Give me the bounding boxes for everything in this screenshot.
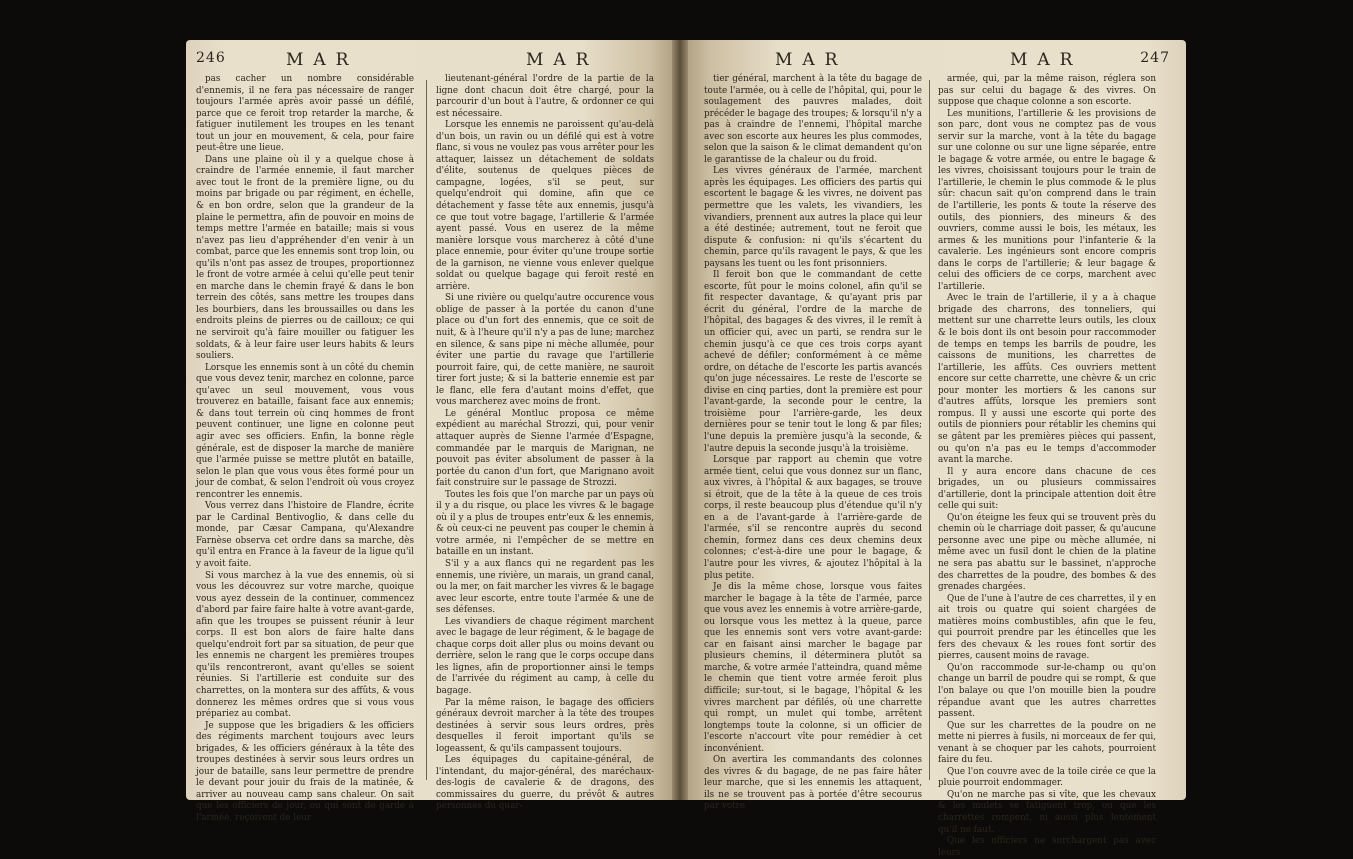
paragraph: Que l'on couvre avec de la toile cirée ce que la pluie pourroit endommager. [938, 766, 1156, 789]
paragraph: Que les officiers ne surchargent pas avec leurs [938, 836, 1156, 858]
right-page [680, 40, 1186, 858]
paragraph: S'il y a aux flancs qui ne regardent pas les ennemis, une rivière, un marais, un grand canal, ou la mer, on fait marcher les vivres & le bagage avec leur escorte, entre toute l'armée & une de ses défenses. [436, 558, 654, 616]
paragraph: Si vous marchez à la vue des ennemis, où si vous les découvrez sur votre marche, quoique vous ayez dessein de la continuer, commencez d'abord par faire faire halte à votre avant-garde, afin que les troupes se puissent réunir à leur corps. Il est bon alors de faire halte dans quelqu'endroit fort par sa situation, de peur que les ennemis ne chargent les premières troupes qu'ils rencontreront, avant qu'elles se soient réunies. Si l'artillerie est conduite sur des charrettes, on la montera sur des affûts, & vous donnerez les mêmes ordres que si vous vous prépariez au combat. [196, 570, 414, 720]
right-column-rule [929, 80, 930, 780]
paragraph: Qu'on ne marche pas si vîte, que les chevaux & les mulets se fatiguent trop, ou que les charrettes rompent, ni aussi plus lentement qu'il ne faut. [938, 789, 1156, 835]
book-gutter [672, 40, 688, 800]
left-column-1 [196, 74, 414, 823]
paragraph: tier général, marchent à la tête du bagage de toute l'armée, ou à celle de l'hôpital, qui, pour le soulagement des pauvres malades, doit précéder le bagage des troupes; & lorsqu'il n'y a pas à craindre de l'ennemi, l'hôpital marche avec son escorte aux heures les plus commodes, selon que la saison & le climat demandent qu'on le garantisse de la chaleur ou du froid. [704, 74, 922, 165]
right-page-header [680, 50, 1186, 72]
right-column-1 [704, 74, 922, 812]
paragraph: Toutes les fois que l'on marche par un pays où il y a du risque, ou place les vivres & le bagage où il y a plus de troupes entr'eux & les ennemis, & où ceux-ci ne peuvent pas couper le chemin à votre armée, ni l'empêcher de se mettre en bataille en un instant. [436, 489, 654, 558]
left-column-rule [426, 80, 427, 780]
paragraph: Dans une plaine où il y a quelque chose à craindre de l'armée ennemie, il faut marcher avec tout le front de la première ligne, ou du moins par brigade ou par régiment, en échelle, & en bon ordre, selon que la grandeur de la plaine le permettra, afin de pouvoir en moins de temps mettre l'armée en bataille; mais si vous n'avez pas lieu d'appréhender d'en venir à un combat, parce que les ennemis sont trop loin, ou qu'ils n'ont pas assez de troupes, proportionnez le front de votre armée à celui qu'elle peut tenir en marche dans le chemin frayé & dans le bon terrein des côtés, sans mettre les troupes dans les bourbiers, dans les broussailles ou dans les endroits pleins de pierres ou de cailloux; ce qui ne serviroit qu'à faire mouiller ou fatiguer les soldats, & à leur faire user leurs habits & leurs souliers. [196, 154, 414, 362]
paragraph: Lorsque les ennemis sont à un côté du chemin que vous devez tenir, marchez en colonne, parce qu'avec un seul mouvement, vous vous trouverez en bataille, faisant face aux ennemis; & dans tout terrein où cinq hommes de front peuvent continuer, une ligne en colonne peut agir avec ses officiers. Enfin, la bonne règle générale, est de disposer la marche de manière que l'armée puisse se mettre plutôt en bataille, selon le plan que vous vous êtes formé pour un jour de combat, & selon l'endroit où vous croyez rencontrer les ennemis. [196, 362, 414, 500]
paragraph: Que sur les charrettes de la poudre on ne mette ni pierres à fusils, ni morceaux de fer qui, venant à se choquer par les cahots, pourroient faire du feu. [938, 720, 1156, 766]
paragraph: Je suppose que les brigadiers & les officiers des régiments marchent toujours avec leurs brigades, & les officiers généraux à la tête des troupes destinées à servir sous leurs ordres un jour de bataille, sans leur permettre de prendre le devant pour jouir du frais de la matinée, & arriver au nouveau camp sans chaleur. On sait que les officiers de jour, ou qui sont de garde à l'armée, reçoivent de leur [196, 720, 414, 823]
paragraph: lieutenant-général l'ordre de la partie de la ligne dont chacun doit être chargé, pour la parcourir d'un bout à l'autre, & ordonner ce qui est nécessaire. [436, 74, 654, 119]
paragraph: Si une rivière ou quelqu'autre occurence vous oblige de passer à la portée du canon d'une place ou d'un fort des ennemis, que ce soit de nuit, & à l'heure qu'il n'y a pas de lune; marchez en silence, & sans pipe ni mèche allumée, pour éviter une partie du ravage que l'artillerie pourroit faire, qui, de cette manière, ne sauroit tirer fort juste; & si la batterie ennemie est par le flanc, elle fera d'autant moins d'effet, que vous marcherez avec moins de front. [436, 293, 654, 408]
left-running-head-1: MAR [286, 50, 359, 70]
right-column-2 [938, 74, 1156, 858]
left-page-number: 246 [196, 50, 226, 66]
paragraph: Il y aura encore dans chacune de ces brigades, un ou plusieurs commissaires d'artillerie, dont la principale attention doit être celle qui suit: [938, 466, 1156, 512]
paragraph: Les vivres généraux de l'armée, marchent après les équipages. Les officiers des partis qui escortent le bagage & les vivres, ne doivent pas permettre que les valets, les vivandiers, les vivandiers, prennent aux autres la place qui leur a été destinée; autrement, tout ne feroit que dispute & confusion: ni qu'ils s'écartent du chemin, parce qu'ils ravagent le pays, & que les paysans les tuent ou les font prisonniers. [704, 166, 922, 269]
right-running-head-1: MAR [775, 50, 848, 70]
paragraph: armée, qui, par la même raison, réglera son pas sur celui du bagage & des vivres. On suppose que chaque colonne a son escorte. [938, 74, 1156, 108]
left-page-header [186, 50, 680, 72]
paragraph: Avec le train de l'artillerie, il y a à chaque brigade des charrons, des tonneliers, qui mettent sur une charrette leurs outils, les cloux & le bois dont ils ont besoin pour raccommoder de temps en temps les barrils de poudre, les caissons de munitions, les charrettes de l'artillerie, les affûts. Ces ouvriers mettent encore sur cette charrette, une chèvre & un cric pour monter les mortiers & les canons sur d'autres affûts, lorsque les premiers sont rompus. Il y aussi une escorte qui porte des outils de pionniers pour rétablir les chemins qui se gâtent par les premières pièces qui passent, ou qu'on n'a pas eu le temps d'accommoder avant la marche. [938, 293, 1156, 466]
paragraph: Qu'on éteigne les feux qui se trouvent près du chemin où le charriage doit passer, & qu'aucune personne avec une pipe ou mèche allumée, ni même avec un fusil dont le chien de la platine ne sera pas abattu sur le bassinet, n'approche des charrettes de la poudre, des bombes & des grenades chargées. [938, 512, 1156, 593]
paragraph: Qu'on raccommode sur-le-champ ou qu'on change un barril de poudre qui se rompt, & que l'on balaye ou que l'on mouille bien la poudre répandue avant que les autres charrettes passent. [938, 662, 1156, 720]
right-page-number: 247 [1140, 50, 1170, 66]
paragraph: Les équipages du capitaine-général, de l'intendant, du major-général, des maréchaux-des-logis de cavalerie & de dragons, des commissaires du guerre, du prévôt & autres personnes du quar- [436, 755, 654, 812]
paragraph: Le général Montluc proposa ce même expédient au maréchal Strozzi, qui, pour venir attaquer auprès de Sienne l'armée d'Espagne, commandée par le marquis de Marignan, ne pouvoit pas éviter absolument de passer à la portée du canon d'un fort, que Marignano avoit fait construire sur le passage de Strozzi. [436, 408, 654, 489]
paragraph: On avertira les commandants des colonnes des vivres & du bagage, de ne pas faire hâter leur marche, que si les ennemis les attaquent, ils ne se trouvent pas à portée d'être secourus par votre [704, 755, 922, 812]
paragraph: Lorsque par rapport au chemin que votre armée tient, celui que vous donnez sur un flanc, aux vivres, à l'hôpital & aux bagages, se trouve si étroit, que de la tête à la queue de ces trois corps, il reste beaucoup plus d'étendue qu'il n'y en a de l'avant-garde à l'arrière-garde de l'armée, s'il se rencontre auprès du second chemin, formez dans ces deux chemins deux colonnes; c'est-à-dire une pour le bagage, & l'autre pour les vivres, & ajoutez l'hôpital à la plus petite. [704, 455, 922, 581]
right-running-head-2: MAR [1010, 50, 1083, 70]
left-page [186, 40, 680, 823]
paragraph: Lorsque les ennemis ne paroissent qu'au-delà d'un bois, un ravin ou un défilé qui est à votre flanc, si vous ne voulez pas vous arrêter pour les attaquer, laissez un détachement de soldats d'élite, soutenus de quelques pièces de campagne, logées, s'il se peut, sur quelqu'endroit qui domine, afin que ce détachement y fasse tête aux ennemis, jusqu'à ce que tout votre bagage, l'artillerie & l'armée ayent passé. Vous en userez de la même manière lorsque vous marcherez à côté d'une place ennemie, pour éviter qu'une troupe sortie de la garnison, ne vienne vous enlever quelque soldat ou quelque bagage qui feroit resté en arrière. [436, 120, 654, 292]
paragraph: Les vivandiers de chaque régiment marchent avec le bagage de leur régiment, & le bagage de chaque corps doit aller plus ou moins devant ou derrière, selon le rang que le corps occupe dans les lignes, afin de proportionner ainsi le temps de l'arrivée du régiment au camp, à celle du bagage. [436, 616, 654, 696]
open-book [186, 40, 1186, 858]
left-running-head-2: MAR [526, 50, 599, 70]
paragraph: pas cacher un nombre considérable d'ennemis, il ne fera pas nécessaire de ranger toujours l'armée après avoir passé un défilé, parce que ce feroit trop retarder la marche, & fatiguer inutilement les troupes en les tenant tout un jour en mouvement, & cela, pour faire peut-être une lieue. [196, 74, 414, 154]
paragraph: Vous verrez dans l'histoire de Flandre, écrite par le Cardinal Bentivoglio, & dans celle du monde, par Cæsar Campana, qu'Alexandre Farnèse observa cet ordre dans sa marche, dès qu'il entra en France à la faveur de la ligue qu'il y avoit faite. [196, 501, 414, 569]
paragraph: Il feroit bon que le commandant de cette escorte, fût pour le moins colonel, afin qu'il se fit respecter davantage, & qu'ayant pris par écrit du général, l'ordre de la marche de l'hôpital, des bagages & des vivres, il le remît à un officier qui, avec un parti, se rendra sur le chemin jusqu'à ce que ces trois corps ayant achevé de défiler; conformément à ce même ordre, on détache de l'escorte les partis avancés qu'on juge nécessaires. Le reste de l'escorte se divise en cinq parties, dont la première est pour l'avant-garde, la seconde pour le centre, la troisième pour l'arrière-garde, les deux dernières pour se tenir tout le long & par files; l'une depuis la première jusqu'à la seconde, & l'autre depuis la seconde jusqu'à la troisième. [704, 270, 922, 454]
paragraph: Je dis la même chose, lorsque vous faites marcher le bagage à la tête de l'armée, parce que vous avez les ennemis à votre arrière-garde, ou lorsque vous les mettez à la queue, parce que les ennemis sont vers votre avant-garde: car en faisant ainsi marcher le bagage par plusieurs chemins, il déterminera plutôt sa marche, & votre armée l'atteindra, quand même le chemin que tient votre armée feroit plus difficile; sur-tout, si le bagage, l'hôpital & les vivres marchent par défilés, où une charrette qui rompt, un mulet qui tombe, arrêtent longtemps toute la colonne, si un officier de l'escorte n'accourt vîte pour remédier à cet inconvénient. [704, 582, 922, 754]
left-column-2 [436, 74, 654, 812]
paragraph: Les munitions, l'artillerie & les provisions de son parc, dont vous ne comptez pas de vous servir sur la marche, vont à la tête du bagage sur une colonne ou sur une ligne séparée, entre le bagage & votre armée, ou entre le bagage & les vivres, choisissant toujours pour le train de l'artillerie, le chemin le plus commode & le plus sûr: chacun sait qu'on comprend dans le train de l'artillerie, les ponts & toute la réserve des outils, des pionniers, des mineurs & des ouvriers, comme aussi le bois, les métaux, les armes & les munitions pour l'infanterie & la cavalerie. Les ingénieurs sont encore compris dans le corps de l'artillerie; & leur bagage & celui des officiers de ce corps, marchent avec l'artillerie. [938, 108, 1156, 292]
paragraph: Que de l'une à l'autre de ces charrettes, il y en ait trois ou quatre qui soient chargées de matières moins combustibles, afin que le feu, qui pourroit prendre par les étincelles que les fers des chevaux & les roues font sortir des pierres, causent moins de ravage. [938, 593, 1156, 662]
paragraph: Par la même raison, le bagage des officiers généraux devroit marcher à la tête des troupes destinées à servir sous leurs ordres, près desquelles il feroit important qu'ils se logeassent, & qu'ils campassent toujours. [436, 697, 654, 754]
